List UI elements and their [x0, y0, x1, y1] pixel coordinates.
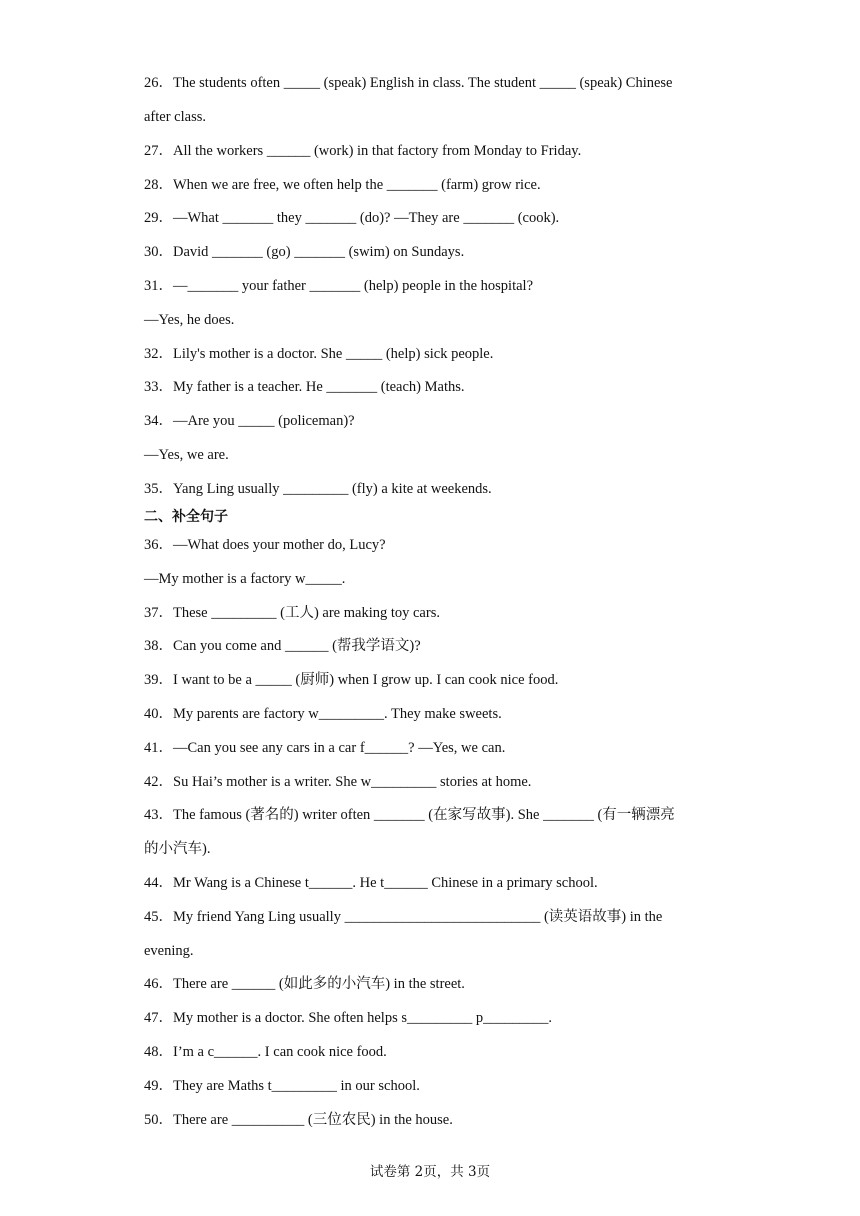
question-27: 27．All the workers ______ (work) in that factory from Monday to Friday. — [144, 143, 582, 159]
question-28: 28．When we are free, we often help the _______ (farm) grow rice. — [144, 177, 541, 193]
question-40: 40．My parents are factory w_________. They make sweets. — [144, 706, 502, 722]
question-26-line-2: after class. — [144, 109, 206, 125]
question-36: 36．—What does your mother do, Lucy? — [144, 537, 386, 553]
question-26-line-1: 26．The students often _____ (speak) English in class. The student _____ (speak) Chinese — [144, 75, 673, 91]
question-43-line-2: 的小汽车). — [144, 841, 211, 857]
question-37: 37．These _________ (工人) are making toy cars. — [144, 605, 440, 621]
question-48: 48．I’m a c______. I can cook nice food. — [144, 1044, 387, 1060]
question-46: 46．There are ______ (如此多的小汽车) in the street. — [144, 976, 465, 992]
question-33: 33．My father is a teacher. He _______ (teach) Maths. — [144, 379, 465, 395]
question-47: 47．My mother is a doctor. She often helps s_________ p_________. — [144, 1010, 552, 1026]
question-38: 38．Can you come and ______ (帮我学语文)? — [144, 638, 421, 654]
question-29: 29．—What _______ they _______ (do)? —They are _______ (cook). — [144, 210, 560, 226]
question-42: 42．Su Hai’s mother is a writer. She w_________ stories at home. — [144, 774, 532, 790]
question-50: 50．There are __________ (三位农民) in the house. — [144, 1112, 453, 1128]
question-31-answer: —Yes, he does. — [144, 312, 235, 328]
question-30: 30．David _______ (go) _______ (swim) on Sundays. — [144, 244, 465, 260]
question-32: 32．Lily's mother is a doctor. She _____ (help) sick people. — [144, 346, 494, 362]
question-31: 31．—_______ your father _______ (help) people in the hospital? — [144, 278, 534, 294]
question-44: 44．Mr Wang is a Chinese t______. He t______ Chinese in a primary school. — [144, 875, 598, 891]
question-39: 39．I want to be a _____ (厨师) when I grow up. I can cook nice food. — [144, 672, 559, 688]
question-49: 49．They are Maths t_________ in our school. — [144, 1078, 420, 1094]
question-43-line-1: 43．The famous (著名的) writer often _______ (在家写故事). She _______ (有一辆漂亮 — [144, 807, 675, 823]
question-35: 35．Yang Ling usually _________ (fly) a kite at weekends. — [144, 481, 492, 497]
question-34-answer: —Yes, we are. — [144, 447, 229, 463]
question-36-answer: —My mother is a factory w_____. — [144, 571, 346, 587]
question-34: 34．—Are you _____ (policeman)? — [144, 413, 355, 429]
question-41: 41．—Can you see any cars in a car f______? —Yes, we can. — [144, 740, 506, 756]
section-heading: 二、补全句子 — [144, 509, 228, 525]
page-footer: 试卷第 2页，共 3页 — [369, 1164, 491, 1180]
question-45-line-2: evening. — [144, 943, 194, 959]
question-45-line-1: 45．My friend Yang Ling usually ___________________________ (读英语故事) in the — [144, 909, 663, 925]
